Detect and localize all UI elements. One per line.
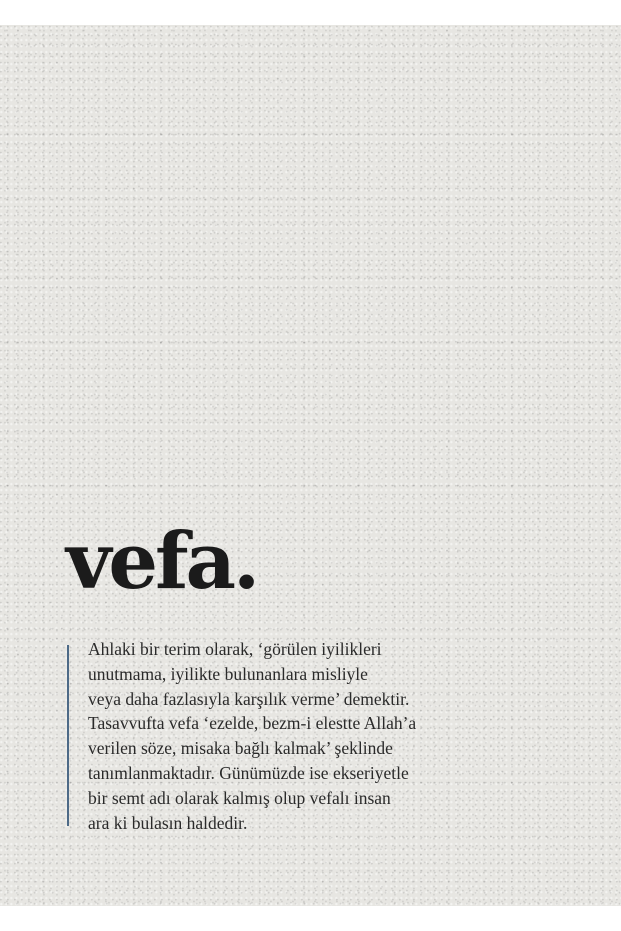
- definition-line: unutmama, iyilikte bulunanlara misliyle: [88, 663, 368, 684]
- definition-text: [88, 637, 508, 835]
- definition-line: Tasavvufta vefa ‘ezelde, bezm-i elestte Allah’a: [88, 713, 417, 734]
- definition-line: verilen söze, misaka bağlı kalmak’ şeklinde: [88, 738, 393, 759]
- definition-line: Ahlaki bir terim olarak, ‘görülen iyilikleri: [88, 639, 382, 659]
- definition-line: ara ki bulasın haldedir.: [88, 812, 248, 833]
- definition-line: veya daha fazlasıyla karşılık verme’ demektir.: [88, 688, 410, 709]
- definition-line: tanımlanmaktadır. Günümüzde ise ekseriyetle: [88, 762, 409, 783]
- definition-line: bir semt adı olarak kalmış olup vefalı insan: [88, 787, 391, 808]
- word-title: vefa.: [66, 516, 258, 607]
- poster-paper: [0, 25, 621, 906]
- accent-rule: [67, 645, 69, 826]
